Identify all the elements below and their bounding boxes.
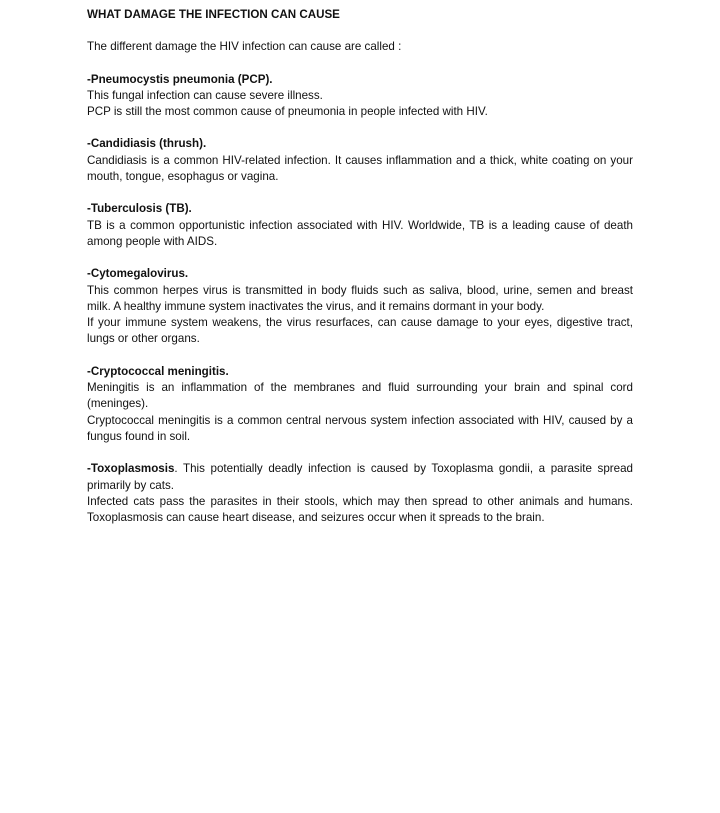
section-toxoplasmosis	[87, 461, 633, 526]
section-cryptococcal-meningitis	[87, 364, 633, 445]
section-paragraph: This common herpes virus is transmitted in body fluids such as saliva, blood, urine, semen and breast milk. A healthy immune system inactivates the virus, and it remains dormant in your body.	[87, 283, 633, 313]
section-inline-text: . This potentially deadly infection is caused by Toxoplasma gondii, a parasite spread primarily by cats.	[87, 462, 633, 492]
section-heading: -Cryptococcal meningitis.	[87, 364, 229, 378]
section-paragraph: TB is a common opportunistic infection associated with HIV. Worldwide, TB is a leading cause of death among people with AIDS.	[87, 218, 633, 248]
section-candidiasis	[87, 136, 633, 185]
section-paragraph: Infected cats pass the parasites in their stools, which may then spread to other animals and humans. Toxoplasmosis can cause heart disease, and seizures occur when it spreads to the brain.	[87, 494, 633, 525]
section-paragraph: Cryptococcal meningitis is a common central nervous system infection associated with HIV, caused by a fungus found in soil.	[87, 413, 633, 443]
section-paragraph: This fungal infection can cause severe illness.	[87, 88, 323, 102]
section-paragraph: Candidiasis is a common HIV-related infection. It causes inflammation and a thick, white coating on your mouth, tongue, esophagus or vagina.	[87, 153, 633, 184]
document-page	[87, 7, 633, 542]
section-heading: -Toxoplasmosis	[87, 462, 175, 476]
section-paragraph: If your immune system weakens, the virus resurfaces, can cause damage to your eyes, digestive tract, lungs or other organs.	[87, 316, 633, 346]
section-heading: -Cytomegalovirus.	[87, 267, 189, 281]
section-heading: -Tuberculosis (TB).	[87, 202, 192, 216]
section-tuberculosis	[87, 201, 633, 250]
document-title: WHAT DAMAGE THE INFECTION CAN CAUSE	[87, 8, 340, 21]
section-paragraph: PCP is still the most common cause of pneumonia in people infected with HIV.	[87, 105, 488, 119]
section-heading: -Pneumocystis pneumonia (PCP).	[87, 72, 273, 86]
section-pcp	[87, 72, 633, 121]
section-cytomegalovirus	[87, 266, 633, 347]
section-heading: -Candidiasis (thrush).	[87, 137, 207, 151]
section-paragraph	[87, 461, 633, 494]
intro-paragraph: The different damage the HIV infection can cause are called :	[87, 40, 402, 54]
section-paragraph: Meningitis is an inflammation of the membranes and fluid surrounding your brain and spinal cord (meninges).	[87, 381, 633, 411]
